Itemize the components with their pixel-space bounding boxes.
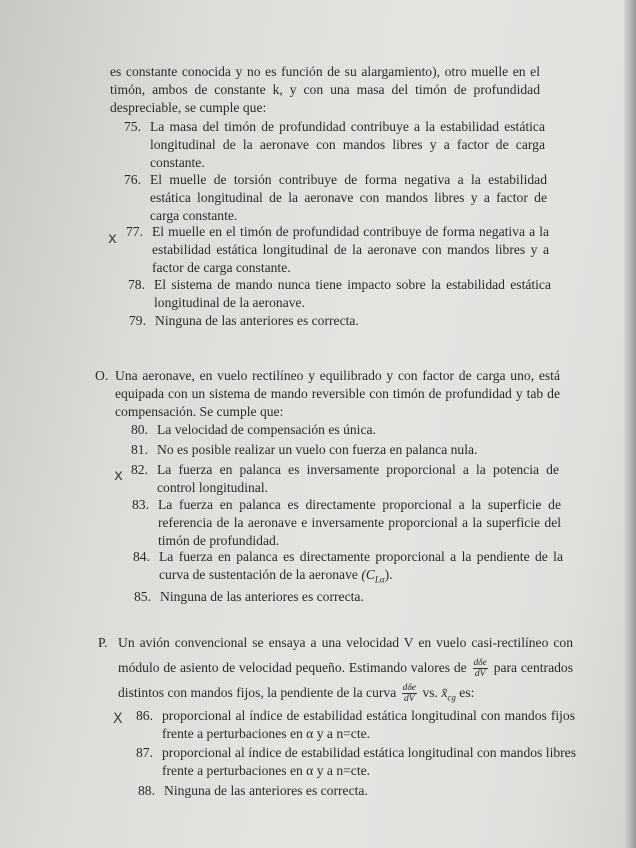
option-85: 85. Ninguna de las anteriores es correcta. xyxy=(134,589,364,604)
option-81: 81. No es posible realizar un vuelo con fuerza en palanca nula. xyxy=(131,442,478,457)
option-80: 80. La velocidad de compensación es única. xyxy=(131,422,376,437)
option-87: 87. proporcional al índice de estabilidad estática longitudinal con mandos libres frente a perturbaciones en α y a n=cte. xyxy=(136,745,576,778)
fraction-d-delta-e-dv: $\frac{\text{dδe}}{dV}$ xyxy=(473,658,487,680)
option-75: 75. La masa del timón de profundidad contribuye a la estabilidad estática longitudinal de la aeronave con mandos libres y a factor de carga constante. xyxy=(124,119,545,170)
option-88: 88. Ninguna de las anteriores es correcta. xyxy=(138,783,368,798)
option-84: 84. La fuerza en palanca es directamente proporcional a la pendiente de la curva de sustentación de la aeronave $(C_{L\alpha})$. xyxy=(133,549,563,585)
page-edge xyxy=(624,0,636,848)
handwritten-x-mark: X xyxy=(113,711,123,727)
handwritten-x-mark: x xyxy=(108,229,117,247)
fraction-d-delta-e-dv: $\frac{\text{dδe}}{dV}$ xyxy=(402,683,417,705)
option-77: 77. El muelle en el timón de profundidad contribuye de forma negativa a la estabilidad estática longitudinal de la aeronave con mandos libres y a factor de carga constante. xyxy=(126,224,549,275)
option-78: 78. El sistema de mando nunca tiene impacto sobre la estabilidad estática longitudinal de la aeronave. xyxy=(128,277,551,310)
option-83: 83. La fuerza en palanca es directamente proporcional a la superficie de referencia de la aeronave e inversamente proporcional a la superficie del timón de profundidad. xyxy=(132,497,561,548)
question-p: P. Un avión convencional se ensaya a una velocidad V en vuelo casi-rectilíneo con módulo de asiento de velocidad pequeño. Estimando valores de $\frac{\text{dδe}}{dV}$ para centrados distintos con mandos fijos, la pendiente de la curva $\frac{\text{dδe}}{dV}$ vs. $x̄_{cg}$ es: xyxy=(98,635,573,705)
option-79: 79. Ninguna de las anteriores es correcta. xyxy=(129,313,359,328)
question-o: O. Una aeronave, en vuelo rectilíneo y equilibrado y con factor de carga uno, está equipada con un sistema de mando reversible con timón de profundidad y tab de compensación. Se cumple que: xyxy=(95,368,560,419)
handwritten-x-mark: x xyxy=(114,466,123,484)
option-76: 76. El muelle de torsión contribuye de forma negativa a la estabilidad estática longitudinal de la aeronave con mandos libres y a factor de carga constante. xyxy=(124,172,547,223)
intro-paragraph: es constante conocida y no es función de su alargamiento), otro muelle en el timón, ambos de constante k, y con una masa del timón de profundidad despreciable, se cumple que: xyxy=(110,64,540,115)
option-82: 82. La fuerza en palanca es inversamente proporcional a la potencia de control longitudinal. xyxy=(131,462,559,495)
option-86: 86. proporcional al índice de estabilidad estática longitudinal con mandos fijos frente a perturbaciones en α y a n=cte. xyxy=(136,708,575,741)
